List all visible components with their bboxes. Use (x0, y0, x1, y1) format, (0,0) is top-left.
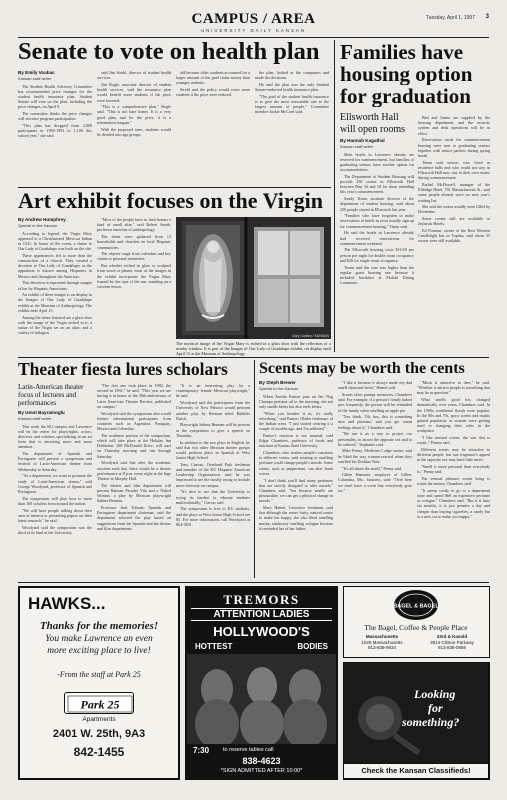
bagel-loc1-address: 1026 Massachusetts (361, 639, 403, 645)
tremors-ad (185, 586, 338, 780)
theater-subhead: Latin-American theater focus of lectures and performances (18, 383, 84, 407)
theater-role: Kansan staff writer (18, 415, 52, 421)
masthead-section: CAMPUS / AREA (191, 11, 316, 27)
masthead-date: Tuesday, April 1, 1997 (425, 15, 475, 21)
theater-byline: By Umut Bayramoglu (18, 410, 65, 415)
svg-text:Park 25: Park 25 (80, 697, 120, 712)
bagel-logo (394, 590, 438, 620)
tremors-time: 7:30 (193, 746, 210, 755)
classifieds-backdrop (344, 663, 488, 763)
families-byline: By Hannah Kagathal (340, 138, 385, 143)
park25-logo-mark (65, 693, 135, 715)
bagel-name: The Bagel, Coffee & People Place (364, 623, 468, 632)
scents-byline: By Steph Brewer (259, 380, 296, 385)
senate-col-4: the plan, looked at the companies and made the decisions. He said the plan was the only Student Senate-endorsed health insurance plan. "The goal of the student health insurance is to give the most reasonable rate to the largest amount of people," Committee member Jackie McCord said. (255, 70, 329, 115)
senate-col-1: By Emily Voabac Kansan staff writer The Student Health Advisory Committee has recommended price changes for the student health insurance plan. Student Senate will vote on the plan, including the price changes, on April 9. The committee thinks the price changes will increase program participation. "This plan has dropped from 2,000 participants in 1992-1993 to 1,100 this school year," she said. (18, 70, 92, 139)
ads-rule (18, 582, 489, 583)
section-rule-2 (18, 357, 489, 358)
tremors-reserve: to reserve tables call (223, 747, 274, 753)
photo-credit: Gary Carlton / KANSAN (291, 334, 329, 338)
theater-headline: Theater fiesta lures scholars (18, 361, 228, 379)
senate-headline: Senate to vote on health plan (18, 40, 320, 65)
bagel-logo-mark (394, 590, 438, 620)
scents-col-3: "Musk is attractive to deer," he said. "Whether it attracts people is something that may be in question." What smells good has changed dramatically over years, Chambers said. In the 1960s, traditional florals were popular. In the 80s and 70s, spicy scents and musks gained popularity as women were getting used to changing their roles in the workplace. "I like sensual scents, the sort that is exotic," Pantoe said. Different scents may be attractive to different people, but one fragrance's appeal to the opposite sex may have little merit. "Smell is more personal than everybody is," Penny said. The sensual pleasure scents bring is worth the money, Chambers said. "It seems costly to go to a department store and spend $60 on expensive perfume or cologne," Chambers said. "But if it lasts six months, it is just pennies a day and cheaper than buying cigarettes, a candy bar or a new car to make you happy." (417, 380, 490, 519)
page-number: 3 (485, 14, 489, 20)
senate-byline: By Emily Voabac (18, 70, 55, 75)
families-subhead-1: Ellsworth Hall (340, 113, 399, 123)
tremors-name: TREMORS (223, 592, 300, 607)
virgin-byline: By Andrew Humphrey (18, 217, 66, 222)
theater-col-3: "It is an interesting play by a contemporary female Mexican playwright," he said. Woodyard said the participants from the University of New Mexico would perform another play by Berman titled Bubbles Dutch. Playwright Sabina Berman will be present at the symposium to give a speech on Thursday. In addition to the two plays in English, he said that two other Mexican theater groups would perform plays in Spanish at West Junior High School. Tony Cuevas, Overland Park freshman and member of the KU Hispanic American Leadership Organization, said he was impressed to see the faculty trying to include more diversity on campus. "It's nice to see that the University is trying its hardest to educate students multiculturally," Cuevas said. The symposium is free to KU students, and the plays at West Junior High School are $5. For more information, call Woodyard at 864-3851. (176, 383, 250, 528)
look-line-2: for (428, 701, 443, 715)
column-rule-2 (254, 360, 255, 578)
virgin-photo (176, 217, 331, 339)
column-rule (334, 40, 335, 352)
masthead-rule (18, 37, 489, 38)
hawks-signature: -From the staff at Park 25 (57, 670, 141, 679)
hawks-line-2: You make Lawrence an even (45, 634, 153, 644)
virgin-col-1: By Andrew Humphrey Special to the Kansan According to legend, the Virgin Mary appeared to a Christianized Mexican Indian in 1531. In honor of the event, a shrine to Our Lady of Guadalupe was built on the site. These appearances led to more than the construction of a church. They created a devotion to Our Lady of Guadalupe, as the apparition is known among Hispanics in Mexico and throughout the Americas. This devotion is expressed through images of her by Hispanic Americans. An exhibit of these images is on display in the Images of Our Lady of Guadalupe exhibit at the Museum of Anthropology. The exhibit ends April 13. Among the items featured are a glass door with the image of the Virgin etched in it; a statue of the Virgin set on an altar; and a variety of milagros. (18, 217, 92, 336)
look-line-1: Looking (414, 687, 456, 701)
tremors-right-word: BODIES (297, 642, 328, 651)
hawks-line-3: more exciting place to live! (47, 646, 151, 656)
scents-col-1: By Steph Brewer Special to the Kansan When Aresha Pantoe puts on her Nag Champa perfume oil in the morning, she not only smells better but also feels better. "When you breathe it in, it's really refreshing," said Pantoe, Olathe freshman, of the Indian scent. "I just started wearing it a couple of months ago, and I'm addicted." Pantoe's reaction is not unusual, said Edgar Chambers, professor of foods and nutrition at Kansas State University. Chambers, who studies people's reactions to different scents, said wearing or smelling perfume could change people's moods. Some scents, such as peppermint, can alter brain waves. "I don't think you'll find many perfumes that are strictly designed to alter moods," Chambers said, "but because smells are pleasurable, we can get a physical change in moods." Mary Hamel, Lawrence freshman, said that although she wears fruity, natural scents to make her happy, she also liked smelling musky, outdoorsy smelling cologne because it reminded her of her father. (259, 380, 333, 531)
park25-logo (64, 692, 134, 714)
masthead-paper: UNIVERSITY DAILY KANSAN (200, 28, 307, 33)
tremors-footer: *SIGN ADMITTED AFTER 10:00* (220, 768, 303, 774)
families-headline-3: for graduation (340, 86, 471, 107)
virgin-col-2: "Most of the people have in their homes a kind of small altar," said Robert Smith, professor emeritus of anthropology. The items were gathered from 12 households and churches in local Hispanic communities. The objects range from calendars and key chains to personal mementos. But whether etched in glass or sculpted from wood or plaster, most of the images in the exhibit incorporate the Virgin Mary framed by the rays of the sun, standing on a crescent moon. (97, 217, 171, 289)
look-line-3: something? (402, 715, 460, 729)
tremors-tagline: ATTENTION LADIES (191, 608, 332, 621)
theater-col-1: Latin-American theater focus of lectures and performances By Umut Bayramoglu Kansan staff writer This week the KU campus and Lawrence will be the center for playwrights, actors, directors and scholars specializing in an art form that is attracting more and more attention. The department of Spanish and Portuguese will present a symposium and festival of Latin-American theater from Wednesday to Saturday. "As a department, we want to promote the study of Latin-American drama," said George Woodyard, professor of Spanish and Portuguese. The symposium will play host to more than 100 scholars from around the nation. "We will have people talking about their area of interest or presenting papers on their latest research," he said. Woodyard said the symposium was the third of its kind at the University. (18, 383, 92, 535)
bagel-loc2-phone: 913-838-0856 (437, 645, 467, 650)
virgin-glass-door-image (176, 217, 331, 339)
families-headline-1: Families have (340, 42, 464, 63)
virgin-caption: The mystical image of the Virgin Mary is etched in a glass door with the reflection of a nearby window. It is part of the Images of Our Lady of Guadalupe exhibit, on display until April 13 at the Museum of Anthropology. (176, 341, 331, 356)
bagel-loc2-address: 3914 Clinton Parkway (430, 639, 474, 645)
families-col-2: Bed and linens are supplied by the housing department, and the security system and desk operations will be in effect. Reservation cards for commencement housing were sent to graduating seniors together with senior packets during spring break. Timm said seniors who lived in residence halls and who could not stay in Ellsworth Hall may stay in their own rooms during commencement. Rachel McDowell, manager of the Eldridge Hotel, 701 Massachusetts St., said some people already were on next year's waiting list. She said the rooms usually were filled by December. Some rooms still are available at Jayhawk Hotels. Ed Porman, owner of the Best Western Candlelight Inn in Topeka, said about 35 rooms were still available. (418, 115, 490, 244)
classifieds-ad (343, 662, 490, 780)
tremors-left-word: HOTTEST (195, 642, 233, 651)
scents-headline: Scents may be worth the cents (259, 361, 465, 377)
bagel-loc1-name: Massachusetts (365, 634, 399, 639)
senate-col-3: old because older students accounted for a larger amount of the paid claim money than younger students. Strobl said the policy would cover more students if the price were reduced. (176, 70, 250, 98)
bagel-loc1-phone: 913-838-9934 (367, 645, 397, 650)
park25-address: 2401 W. 25th, 9A3 (52, 728, 146, 740)
hawks-line-1: Thanks for the memories! (39, 620, 159, 632)
bagel-location-1 (350, 634, 414, 651)
families-col-1: By Hannah Kagathal Kansan staff writer Most hotels in Lawrence already are reserved for commencement, but families of graduating seniors have another option for accommodations. The Department of Student Housing will provide 250 rooms in Ellsworth Hall between May 16 and 18 for those attending this year's commencement. Sandy Timm, assistant director of the department of student housing, said about 250 people stayed in Ellsworth last year. "Families who have forgotten to make reservations at hotels in town usually sign up for commencement housing," Timm said. He said the hotels in Lawrence already had received reservations for commencement weekend. The Ellsworth housing costs $16.50 per person per night for double room occupancy and $20 for single room occupancy. Timm said the cost was higher than the regular guest housing rate because it included breakfast at Ekdahl Dining Commons. (340, 138, 414, 286)
bagel-ad (343, 586, 490, 658)
classifieds-banner: Check the Kansan Classifieds! (344, 764, 488, 778)
tremors-photo (187, 654, 336, 744)
tremors-head: HOLLYWOOD'S (213, 624, 310, 639)
tremors-phone: 838-4623 (242, 756, 281, 766)
senate-col-2: said Jim Strobl, director of student health services. Jim Bogle, associate director of student health services, said the insurance plan would benefit more students if the price were lowered. "This is a comprehensive plan," Bogle said. "This is not bare bones. It is a very good plan, and for the price, it is a tremendous bargain." With the proposed rates, students would be divided into age groups. (97, 70, 171, 137)
park25-phone: 842-1455 (73, 745, 125, 759)
section-rule-1 (18, 187, 331, 188)
virgin-role: Special to the Kansan (18, 222, 57, 228)
senate-role: Kansan staff writer (18, 75, 52, 81)
hawks-title: HAWKS... (28, 594, 106, 613)
bagel-location-2 (420, 634, 484, 651)
park25-ad (18, 586, 180, 780)
theater-col-2: "The first one took place in 1982, the second in 1992," he said. "This year we are having it in honor of the 30th anniversary of Latin American Theatre Review, published on campus." Woodyard said the symposium also would feature international participants from countries such as Argentina, Paraguay, Mexico and Colombia. The academic portion of the symposium, which will take place at the Holiday Inn Holidome, 200 McDonald Drive, will start on Thursday morning and run through Saturday. Woodyard said that after the academic sessions each day, there would be a theater performance at 8 p.m. every night at the Inge Theater in Murphy Hall. The theater and film department will present Batman Parades Vila and a Naked Woman, a play by Mexican playwright Sabina Berman. Professor Jack Tolman, Spanish and Portuguese department chairman, said the department selected the play based on suggestions from the Spanish and the theater and film departments. (97, 383, 171, 531)
virgin-headline: Art exhibit focuses on the Virgin (18, 190, 323, 212)
families-headline-2: housing option (340, 64, 473, 85)
bagel-loc2-name: 23rd & Kasold (436, 634, 468, 639)
scents-col-2: "I like it because it always made my dad smell clean and fresh," Hamel said. Scents often prompt memories, Chambers said. For example, if a person's family baked pies frequently, the person will be reminded of the family when smelling an apple pie. "You think, 'Oh, boy, this is something nice and pleasant,' and you get warm feelings about it," Chambers said. "We use it as a way to project our personality, to attract the opposite sex and to be ordered," Stephanie said. Mike Penny, Medicine Lodge senior, said he liked the way women reacted when they smelled his Drakkar Noir. "It's all about the smell," Penny said. Gillen Hammes, employee of Gillen, Columbia, Mo., business, said: "Over here we don't have a scent that everybody goes for." (338, 380, 412, 493)
masthead (18, 10, 489, 36)
svg-text:BAGEL & BAGEL: BAGEL & BAGEL (394, 603, 438, 610)
families-subhead-2: will open rooms (340, 125, 405, 135)
park25-sub: Apartments (82, 716, 116, 723)
scents-role: Special to the Kansan (259, 385, 298, 391)
families-role: Kansan staff writer (340, 143, 374, 149)
